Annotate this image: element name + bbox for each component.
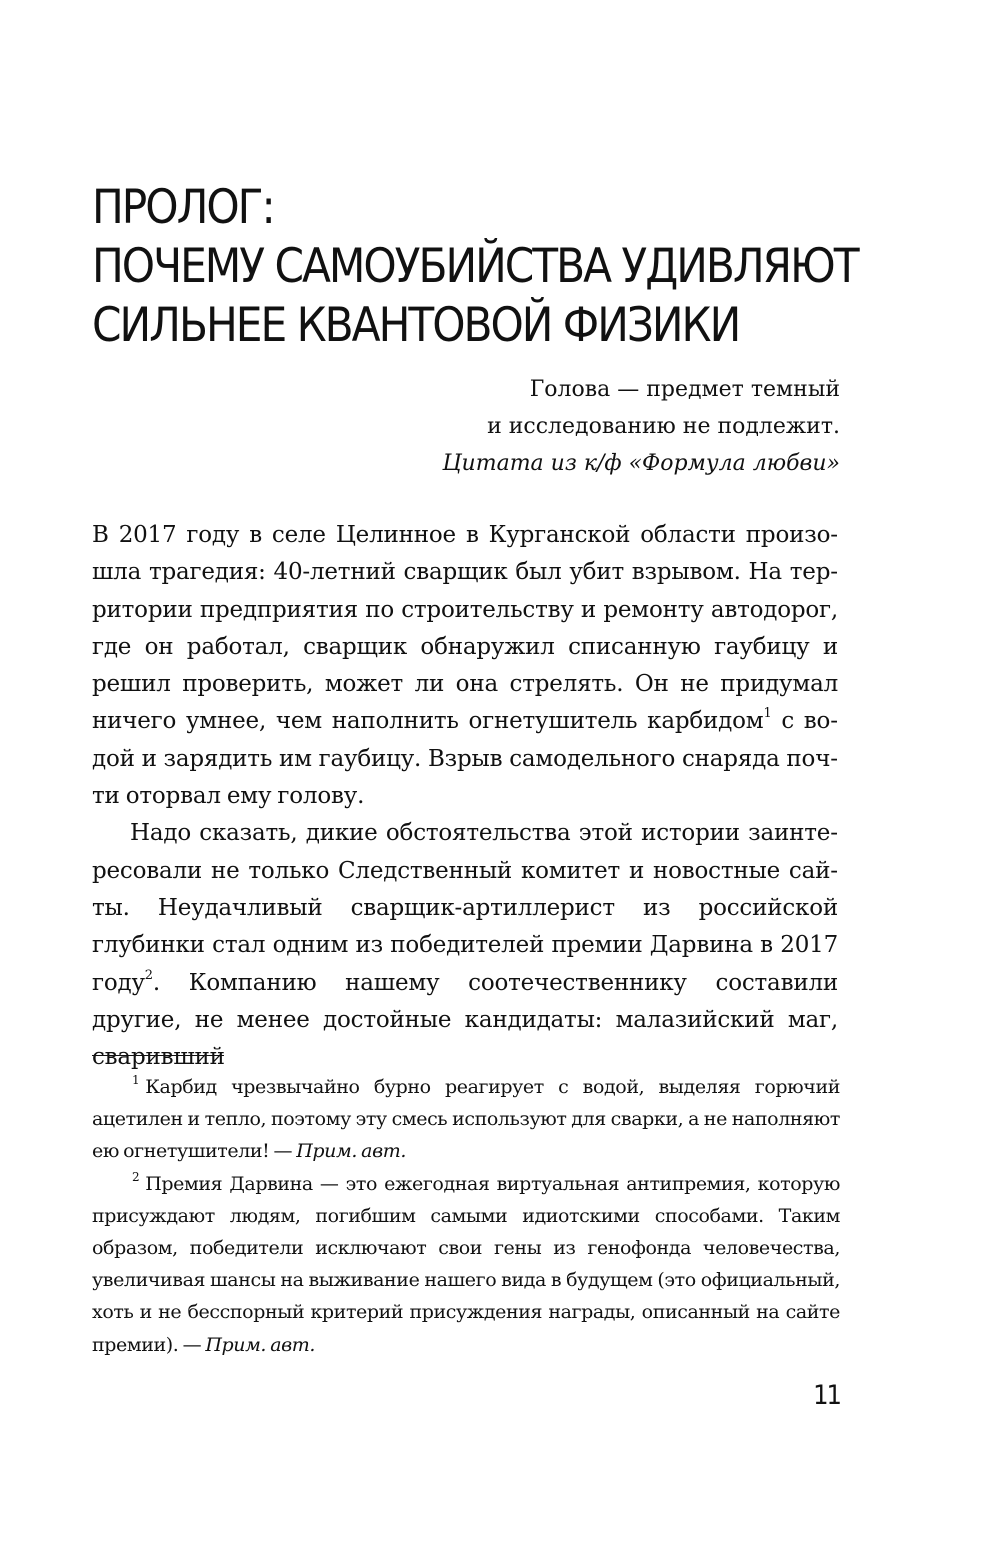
- footnote-2-number: 2: [132, 1169, 140, 1184]
- footnotes: [92, 1071, 840, 1361]
- paragraph-2: [92, 815, 838, 1076]
- chapter-heading: [92, 178, 932, 355]
- paragraph-1: [92, 517, 838, 815]
- paragraph-2-text-b: . Компанию нашему соотечественнику составили другие, не менее достойные кандидаты: малазийский маг, сваривший: [92, 969, 838, 1071]
- epigraph-source: Цитата из к/ф «Формула любви»: [442, 451, 840, 476]
- paragraph-2-text-a: Надо сказать, дикие обстоятельства этой истории заинтересовали не только Следственный комитет и новостные сайты. Неудачливый сварщик-артиллерист из российской глубинки стал одним из победителей премии Дарвина в 2017 году: [92, 820, 838, 996]
- footnote-2-author-note: Прим. авт.: [205, 1333, 316, 1356]
- footnote-2: [92, 1168, 840, 1361]
- epigraph-line-2: и исследованию не подлежит.: [487, 414, 840, 439]
- footnote-1: [92, 1071, 840, 1168]
- chapter-heading-line-1: ПРОЛОГ:: [92, 180, 274, 235]
- epigraph-line-1: Голова — предмет темный: [529, 377, 840, 402]
- chapter-heading-line-2: ПОЧЕМУ САМОУБИЙСТВА УДИВЛЯЮТ: [92, 239, 858, 294]
- footnote-1-number: 1: [132, 1073, 140, 1087]
- epigraph: [340, 371, 840, 482]
- paragraph-1-text-b: с водой и зарядить им гаубицу. Взрыв самодельного снаряда почти оторвал ему голову.: [92, 708, 838, 810]
- body-text: [92, 517, 838, 1076]
- footnote-2-text: Премия Дарвина — это ежегодная виртуальная антипремия, которую присуждают людям, погибшим самыми идиотскими способами. Таким образом, победители исключают свои гены из генофонда человечества, увеличивая шансы на выживание нашего вида в будущем (это официальный, хоть и не бесспорный критерий присуждения награды, описанный на сайте премии). —: [92, 1172, 840, 1356]
- footnote-ref-1[interactable]: 1: [763, 706, 772, 722]
- footnote-1-author-note: Прим. авт.: [296, 1140, 406, 1163]
- footnote-divider: [92, 1055, 224, 1056]
- page-number: 11: [813, 1380, 840, 1411]
- paragraph-1-text-a: В 2017 году в селе Целинное в Курганской области произошла трагедия: 40-летний сварщик был убит взрывом. На территории предприятия по строительству и ремонту автодорог, где он работал, сварщик обнаружил списанную гаубицу и решил проверить, может ли она стрелять. Он не придумал ничего умнее, чем наполнить огнетушитель карбидом: [92, 522, 838, 735]
- footnote-ref-2[interactable]: 2: [144, 967, 153, 983]
- chapter-heading-line-3: СИЛЬНЕЕ КВАНТОВОЙ ФИЗИКИ: [92, 298, 740, 353]
- footnote-1-text: Карбид чрезвычайно бурно реагирует с водой, выделяя горючий ацетилен и тепло, поэтому эту смесь используют для сварки, а не наполняют ею огнетушители! —: [92, 1076, 840, 1163]
